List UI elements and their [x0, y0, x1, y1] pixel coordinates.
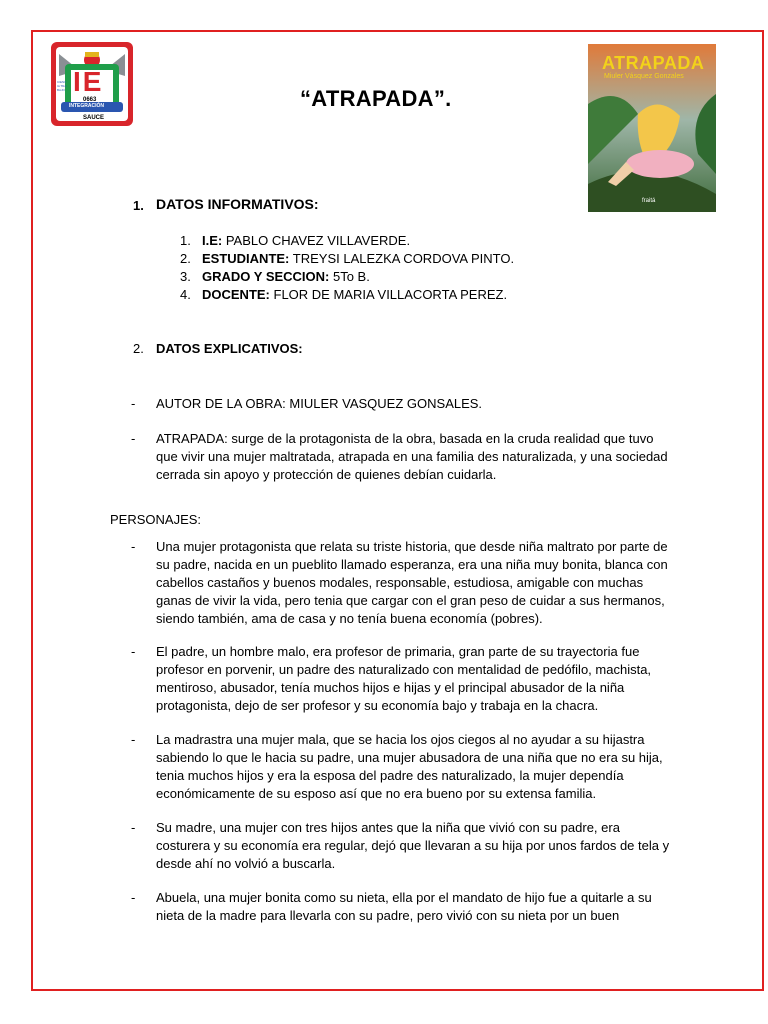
item-label: GRADO Y SECCION: [202, 269, 330, 284]
personaje-padre: El padre, un hombre malo, era profesor de primaria, gran parte de su trayectoria fue profesor en porvenir, un padre des naturalizado con mentalidad de pedófilo, machista, mentiroso, abusador, tenía muchos hijos e hijas y el principal abusador de la niña protagonista, dejo de ser profesor y su economía bajo y trabaja en la chacra. [156, 644, 652, 713]
page-title: “ATRAPADA”. [300, 86, 452, 111]
cover-author: Miuler Vásquez Gonzales [604, 73, 684, 80]
item-label: I.E: [202, 233, 223, 248]
logo-letters: IE [73, 66, 104, 97]
item-label: DOCENTE: [202, 287, 270, 302]
item-value: 5To B. [329, 269, 370, 284]
bullet-dash: - [131, 396, 136, 411]
section2-heading: DATOS EXPLICATIVOS: [156, 341, 303, 356]
section1-item-num: 3. [180, 269, 191, 284]
personaje-madre: Su madre, una mujer con tres hijos antes que la niña que vivió con su padre, era costurera y su economía era regular, dejó que llevaran a su hija por unos fardos de tela y desde ahí no volvió a buscarla. [156, 820, 670, 871]
bullet-dash: - [131, 890, 136, 905]
section1-item-num: 2. [180, 251, 191, 266]
section2-bullet-atrapada: ATRAPADA: surge de la protagonista de la obra, basada en la cruda realidad que tuvo que vivir una mujer maltratada, atrapada en una familia des naturalizada, y una sociedad cerrada sin apoyo y protección de quienes debían cuidarla. [156, 431, 668, 482]
bullet-dash: - [131, 644, 136, 659]
logo-side-text: CIENCIA TRABAJO [57, 80, 67, 92]
logo-town: SAUCE [83, 115, 105, 121]
section1-number: 1. [133, 198, 144, 213]
section2-bullet-author: AUTOR DE LA OBRA: MIULER VASQUEZ GONSALES. [156, 396, 483, 411]
cover-title: ATRAPADA [602, 53, 705, 73]
bullet-dash: - [131, 539, 136, 554]
section1-item [202, 232, 410, 250]
personaje-protagonista: Una mujer protagonista que relata su triste historia, que desde niña maltrato por parte de su padre, nacida en un pueblito llamado esperanza, era una niña muy bonita, blanca con cabellos castaños y buenos modales, responsable, estudiosa, amigable con muchas ganas de vivir la vida, pero tenia que cargar con el gran peso de cuidar a sus hermanos, siendo también, ama de casa y no tenía buena economía (pobres). [156, 539, 668, 626]
item-label: ESTUDIANTE: [202, 251, 290, 266]
bullet-dash: - [131, 732, 136, 747]
section1-item-num: 4. [180, 287, 191, 302]
section1-item [202, 268, 370, 286]
logo-banner: INTEGRACIÓN [69, 103, 104, 109]
item-value: PABLO CHAVEZ VILLAVERDE. [222, 233, 411, 248]
bullet-dash: - [131, 820, 136, 835]
book-cover-image [588, 44, 716, 212]
personajes-heading: PERSONAJES: [110, 512, 202, 527]
personaje-madrastra: La madrastra una mujer mala, que se hacia los ojos ciegos al no ayudar a su hijastra sabiendo lo que le hacia su padre, una mujer abusadora de una niña que no era su hija, tenia muchos hijos y era la esposa del padre des naturalizado, la mujer dependía económicamente de su esposo así que no era bueno por su extensa familia. [156, 732, 663, 801]
bullet-dash: - [131, 431, 136, 446]
item-value: TREYSI LALEZKA CORDOVA PINTO. [289, 251, 515, 266]
section1-item [202, 250, 514, 268]
school-logo [49, 40, 135, 128]
section1-item-num: 1. [180, 233, 191, 248]
section1-item [202, 286, 507, 304]
logo-number: 0663 [83, 97, 97, 103]
item-value: FLOR DE MARIA VILLACORTA PEREZ. [269, 287, 508, 302]
section2-number: 2. [133, 341, 144, 356]
section1-heading: DATOS INFORMATIVOS: [156, 196, 319, 212]
personaje-abuela: Abuela, una mujer bonita como su nieta, ella por el mandato de hijo fue a quitarle a su nieta de la madre para llevarla con su padre, pero vivió con su nieta por un buen [156, 890, 652, 923]
cover-publisher: fraitá [642, 198, 656, 204]
